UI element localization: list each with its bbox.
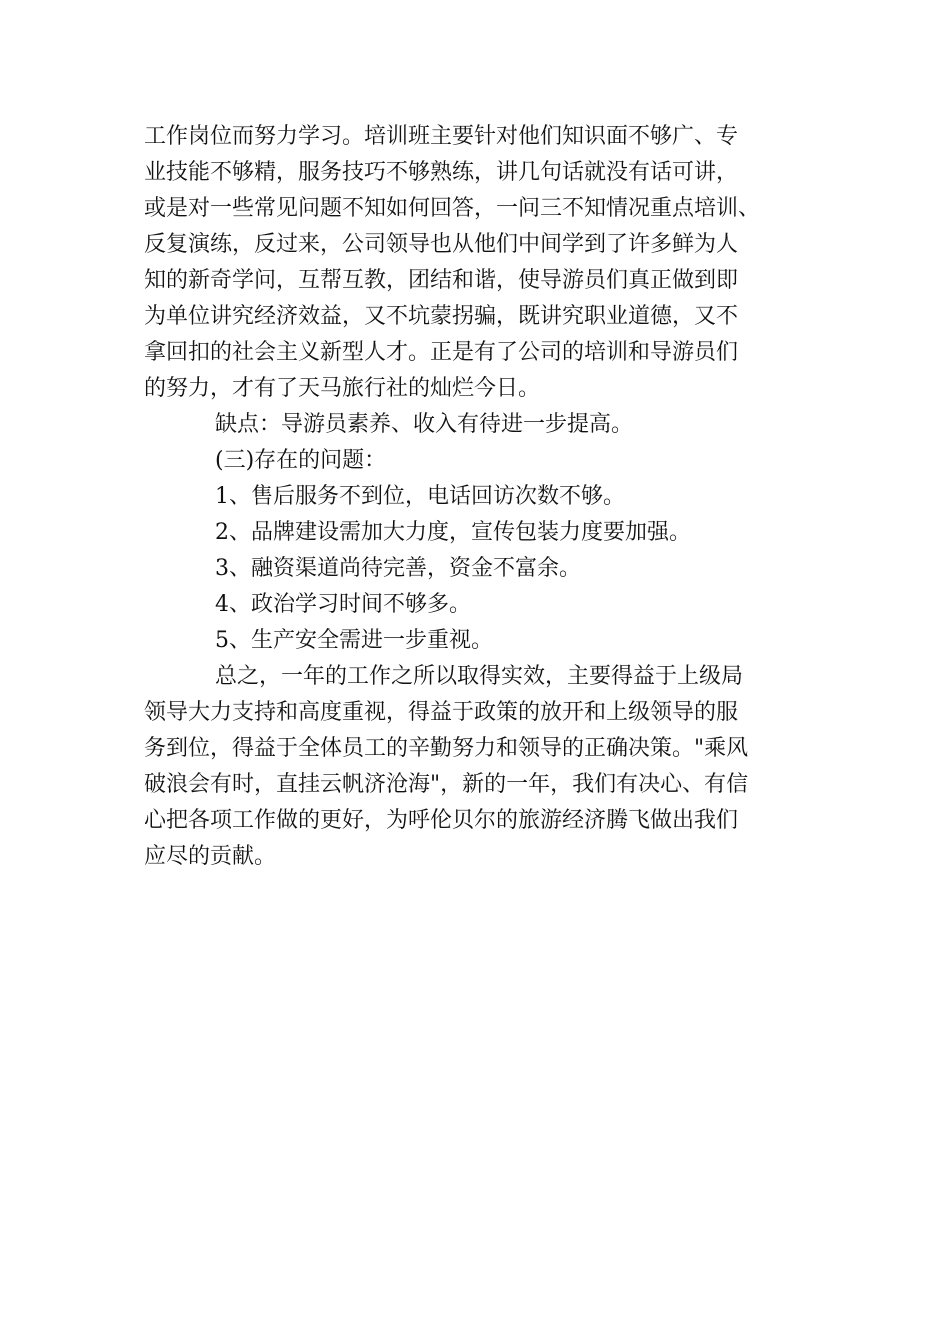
list-item: 1、售后服务不到位，电话回访次数不够。: [215, 484, 625, 509]
document-body: [144, 119, 808, 875]
text-line: 务到位，得益于全体员工的辛勤努力和领导的正确决策。"乘风: [144, 736, 749, 761]
conclusion-line: 总之，一年的工作之所以取得实效，主要得益于上级局: [215, 664, 744, 689]
text-line: 业技能不够精，服务技巧不够熟练，讲几句话就没有话可讲，: [144, 160, 739, 185]
text-line: 的努力，才有了天马旅行社的灿烂今日。: [144, 376, 541, 401]
list-item: 4、政治学习时间不够多。: [215, 592, 471, 617]
list-item: 5、生产安全需进一步重视。: [215, 628, 493, 653]
text-line: 工作岗位而努力学习。培训班主要针对他们知识面不够广、专: [144, 124, 739, 149]
text-line: 知的新奇学问，互帮互教，团结和谐，使导游员们真正做到即: [144, 268, 739, 293]
text-line: 领导大力支持和高度重视，得益于政策的放开和上级领导的服: [144, 700, 739, 725]
text-line: 为单位讲究经济效益，又不坑蒙拐骗，既讲究职业道德，又不: [144, 304, 739, 329]
shortcomings-line: 缺点：导游员素养、收入有待进一步提高。: [215, 412, 634, 437]
list-item: 2、品牌建设需加大力度，宣传包装力度要加强。: [215, 520, 691, 545]
section-heading: (三)存在的问题：: [215, 448, 387, 473]
text-line: 或是对一些常见问题不知如何回答，一问三不知情况重点培训、: [144, 196, 761, 221]
text-line: 反复演练，反过来，公司领导也从他们中间学到了许多鲜为人: [144, 232, 739, 257]
text-line: 应尽的贡献。: [144, 844, 277, 869]
text-line: 心把各项工作做的更好，为呼伦贝尔的旅游经济腾飞做出我们: [144, 808, 739, 833]
text-line: 拿回扣的社会主义新型人才。正是有了公司的培训和导游员们: [144, 340, 739, 365]
text-line: 破浪会有时，直挂云帆济沧海"，新的一年，我们有决心、有信: [144, 772, 749, 797]
list-item: 3、融资渠道尚待完善，资金不富余。: [215, 556, 581, 581]
